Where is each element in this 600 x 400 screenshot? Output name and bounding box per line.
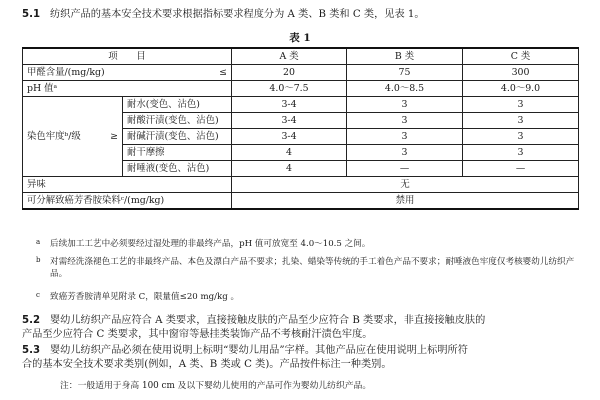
table-title: 表 1 bbox=[289, 32, 311, 44]
header-a: A 类 bbox=[232, 48, 347, 65]
note-text: 致癌芳香胺清单见附录 C，限量值≤20 mg/kg 。 bbox=[50, 292, 240, 302]
clause-text-line: 婴幼儿纺织产品必须在使用说明上标明“婴幼儿用品”字样。其他产品应在使用说明上标明所符 bbox=[50, 345, 468, 356]
fastness-item: 耐干摩擦 bbox=[123, 145, 232, 161]
clause-text-line: 婴幼儿纺织产品应符合 A 类要求，直接接触皮肤的产品至少应符合 B 类要求，非直接接触皮肤的 bbox=[50, 315, 486, 326]
table-row-ph bbox=[23, 81, 579, 97]
cell-c: — bbox=[463, 161, 579, 177]
cell-c: 3 bbox=[463, 113, 579, 129]
fastness-item: 耐碱汗渍(变色、沾色) bbox=[123, 129, 232, 145]
clause-text-line: 产品至少应符合 C 类要求，其中窗帘等悬挂类装饰产品不考核耐汗渍色牢度。 bbox=[22, 329, 373, 340]
clause-number: 5.2 bbox=[22, 315, 41, 326]
clause-5-2 bbox=[22, 314, 485, 342]
fastness-item: 耐酸汗渍(变色、沾色) bbox=[123, 113, 232, 129]
cell-b: 4.0～8.5 bbox=[347, 81, 463, 97]
cell-a: 20 bbox=[232, 65, 347, 81]
clause-number: 5.3 bbox=[22, 345, 41, 356]
cell-a: 3-4 bbox=[232, 97, 347, 113]
table-note bbox=[36, 256, 580, 280]
ph-label: pH 值ᵃ bbox=[23, 81, 232, 97]
requirements-table bbox=[22, 47, 579, 210]
note-text: 后续加工工艺中必须要经过湿处理的非最终产品，pH 值可放宽至 4.0～10.5 之间。 bbox=[50, 239, 371, 249]
cell-c: 300 bbox=[463, 65, 579, 81]
table-header-row bbox=[23, 48, 579, 65]
table-row-odor bbox=[23, 177, 579, 193]
cell-b: 3 bbox=[347, 113, 463, 129]
cell-a: 3-4 bbox=[232, 113, 347, 129]
table-row-formaldehyde bbox=[23, 65, 579, 81]
clause-5-1 bbox=[22, 8, 425, 21]
fastness-label: 染色牢度ᵇ/级 ≥ bbox=[23, 97, 123, 177]
header-b: B 类 bbox=[347, 48, 463, 65]
cell-b: 3 bbox=[347, 129, 463, 145]
cell-a: 4 bbox=[232, 145, 347, 161]
table-note bbox=[36, 291, 580, 303]
table-row-azo bbox=[23, 193, 579, 210]
cell-c: 3 bbox=[463, 97, 579, 113]
azo-value: 禁用 bbox=[232, 193, 579, 210]
cell-b: 3 bbox=[347, 145, 463, 161]
header-c: C 类 bbox=[463, 48, 579, 65]
formaldehyde-label: 甲醛含量/(mg/kg) ≤ bbox=[23, 65, 232, 81]
clause-5-3 bbox=[22, 344, 468, 372]
clause-text-line: 合的基本安全技术要求类别(例如，A 类、B 类或 C 类)。产品按件标注一种类别。 bbox=[22, 359, 392, 370]
cell-a: 4 bbox=[232, 161, 347, 177]
footnote: 注：一般适用于身高 100 cm 及以下婴幼儿使用的产品可作为婴幼儿纺织产品。 bbox=[60, 381, 372, 391]
cell-b: 3 bbox=[347, 97, 463, 113]
clause-text: 纺织产品的基本安全技术要求根据指标要求程度分为 A 类、B 类和 C 类，见表 1。 bbox=[50, 9, 425, 20]
odor-label: 异味 bbox=[23, 177, 232, 193]
cell-c: 4.0～9.0 bbox=[463, 81, 579, 97]
header-item: 项 目 bbox=[23, 48, 232, 65]
note-mark: b bbox=[36, 256, 41, 264]
le-symbol: ≤ bbox=[219, 67, 228, 78]
ge-symbol: ≥ bbox=[110, 131, 118, 142]
note-mark: a bbox=[36, 238, 41, 246]
fastness-item: 耐唾液(变色、沾色) bbox=[123, 161, 232, 177]
note-text: 对需经洗涤褪色工艺的非最终产品、本色及漂白产品不要求；扎染、蜡染等传统的手工着色产品不要求；耐唾液色牢度仅考核婴幼儿纺织产品。 bbox=[50, 257, 575, 279]
clause-number: 5.1 bbox=[22, 9, 41, 20]
cell-b: 75 bbox=[347, 65, 463, 81]
cell-a: 4.0～7.5 bbox=[232, 81, 347, 97]
table-note bbox=[36, 238, 580, 250]
cell-b: — bbox=[347, 161, 463, 177]
azo-label: 可分解致癌芳香胺染料ᶜ/(mg/kg) bbox=[23, 193, 232, 210]
odor-value: 无 bbox=[232, 177, 579, 193]
cell-c: 3 bbox=[463, 129, 579, 145]
table-row-fastness bbox=[23, 97, 579, 113]
cell-c: 3 bbox=[463, 145, 579, 161]
fastness-item: 耐水(变色、沾色) bbox=[123, 97, 232, 113]
note-mark: c bbox=[36, 291, 40, 299]
cell-a: 3-4 bbox=[232, 129, 347, 145]
